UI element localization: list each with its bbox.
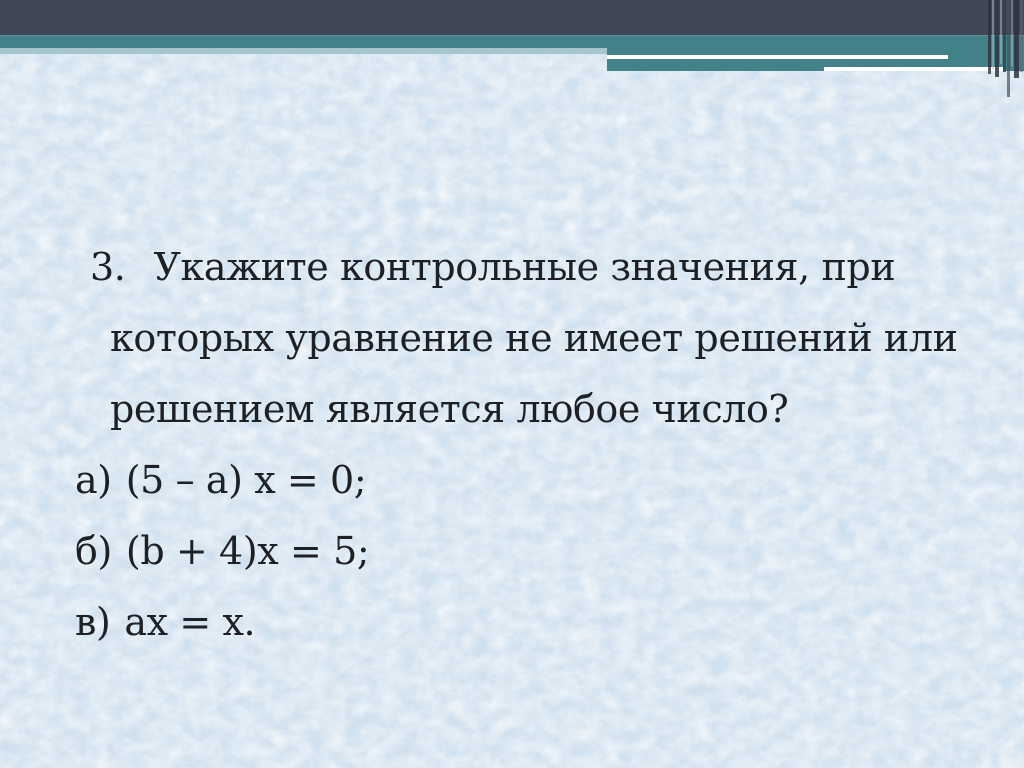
question-line-3 [68,374,1008,445]
option-row-v [68,587,1008,658]
question-text: которых уравнение не имеет решений или [110,316,958,360]
option-text-a: (5 – а) х = 0; [125,458,367,502]
option-label-b: б) [75,529,112,573]
option-row-b [68,516,1008,587]
barcode-stripe [1000,0,1002,64]
question-line-2 [68,303,1008,374]
question-text: Укажите контрольные значения, при [153,245,896,289]
barcode-stripe [1011,0,1013,66]
header-teal-band [0,35,1024,49]
barcode-stripe [1007,0,1010,97]
option-text-v: ах = х. [124,600,256,644]
barcode-stripe [1020,0,1023,72]
header-light-teal-strip [0,48,607,54]
accent-white-line-lower [824,67,1003,71]
barcode-stripe [995,0,999,77]
question-text: решением является любое число? [110,387,789,431]
slide-text-block [68,232,1008,658]
accent-white-line-upper [607,55,948,59]
barcode-stripe [1003,0,1006,72]
header-dark-bar [0,0,1024,35]
option-label-v: в) [75,600,111,644]
barcode-stripe [1014,0,1019,78]
question-line-1 [68,232,1008,303]
question-number: 3. [90,245,126,289]
barcode-stripe [992,0,994,70]
option-row-a [68,445,1008,516]
option-label-a: а) [75,458,112,502]
option-text-b: (b + 4)х = 5; [125,529,370,573]
barcode-stripe [988,0,991,74]
